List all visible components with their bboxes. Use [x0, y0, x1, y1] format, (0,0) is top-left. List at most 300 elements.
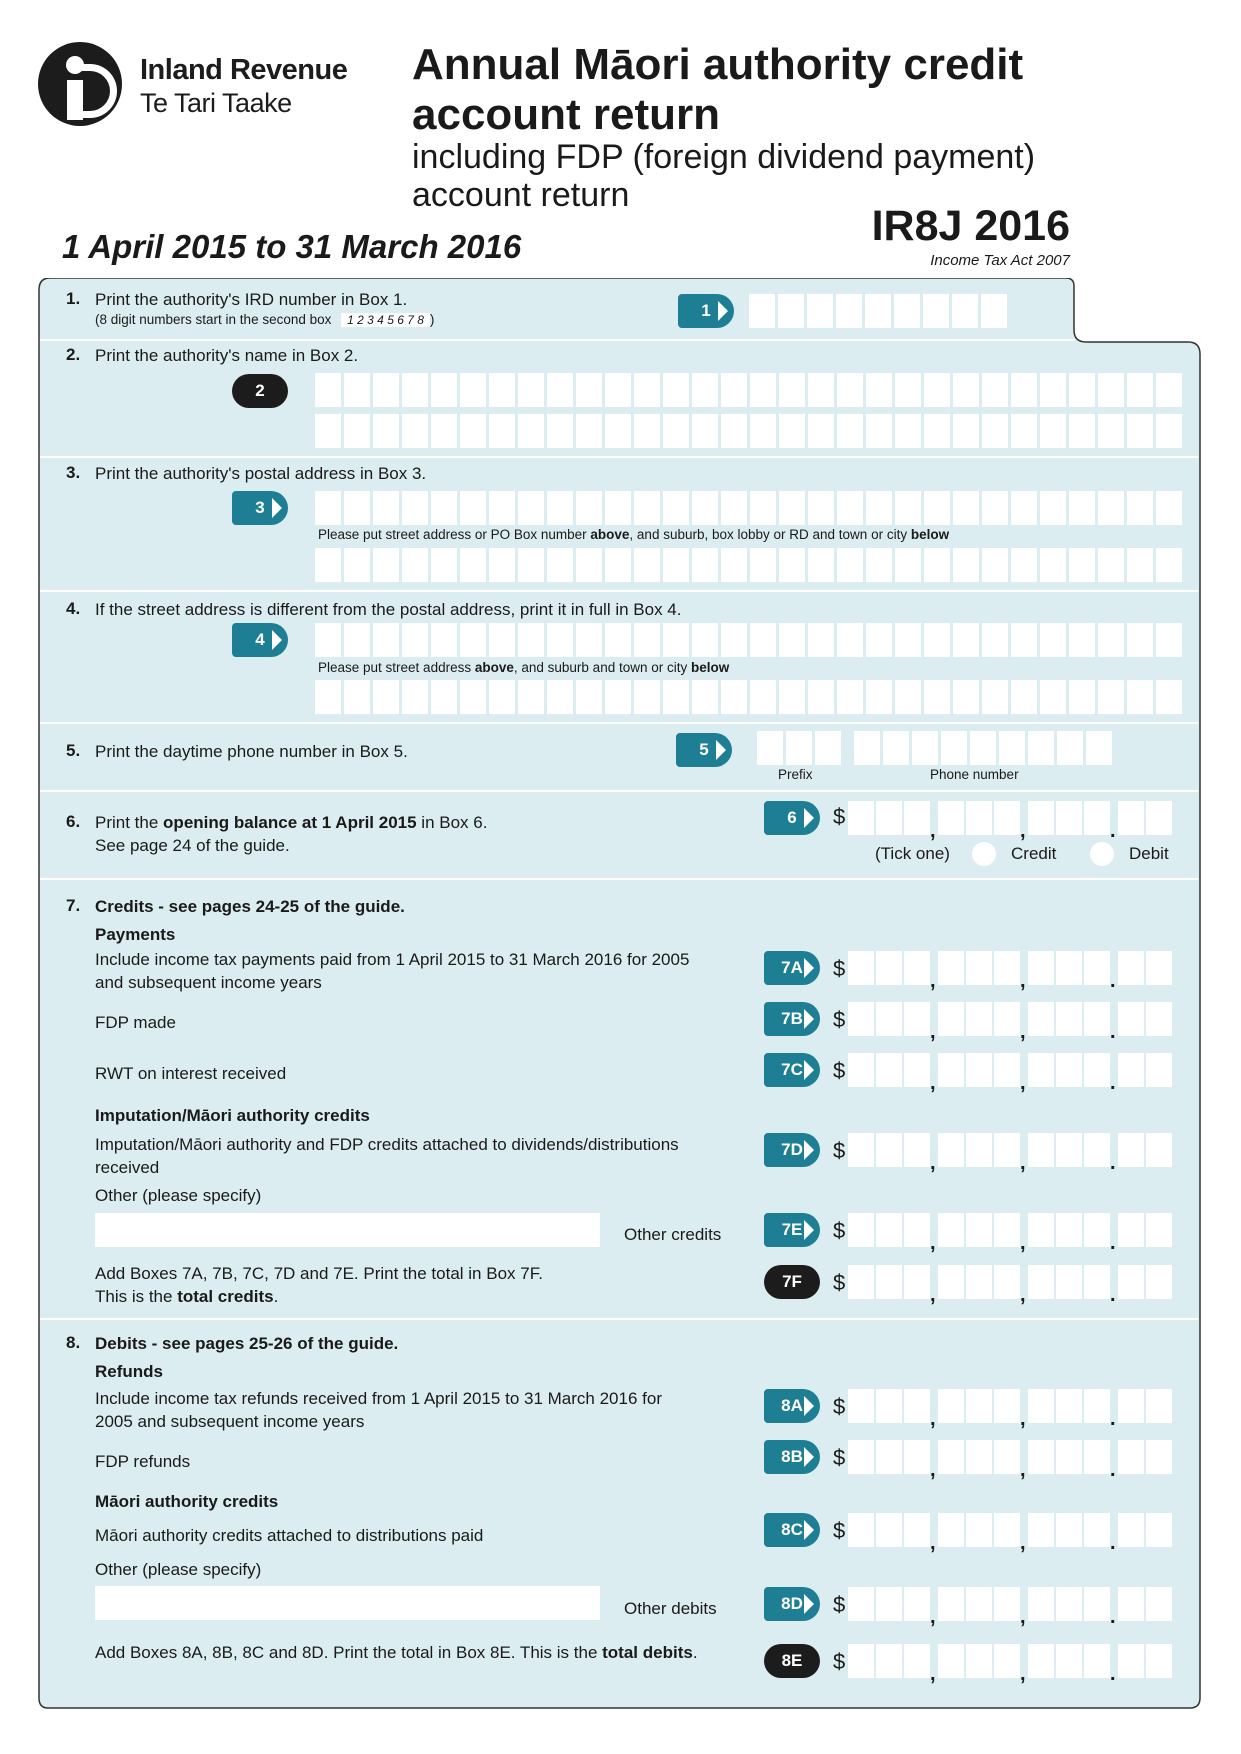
- postal-address-line-2[interactable]: [315, 548, 1182, 582]
- character-cell[interactable]: [1040, 680, 1066, 714]
- digit-cell[interactable]: [966, 1389, 992, 1423]
- character-cell[interactable]: [663, 623, 689, 657]
- character-cell[interactable]: [808, 548, 834, 582]
- box-7b-amount[interactable]: [848, 1002, 1174, 1043]
- digit-cell[interactable]: [938, 1644, 964, 1678]
- digit-cell[interactable]: [1028, 951, 1054, 985]
- character-cell[interactable]: [982, 491, 1008, 525]
- digit-cell[interactable]: [1118, 1389, 1144, 1423]
- character-cell[interactable]: [1011, 623, 1037, 657]
- character-cell[interactable]: [1069, 623, 1095, 657]
- character-cell[interactable]: [547, 491, 573, 525]
- character-cell[interactable]: [605, 623, 631, 657]
- digit-cell[interactable]: [966, 1213, 992, 1247]
- digit-cell[interactable]: [1118, 1587, 1144, 1621]
- digit-cell[interactable]: [904, 951, 930, 985]
- character-cell[interactable]: [721, 548, 747, 582]
- digit-cell[interactable]: [1084, 1389, 1110, 1423]
- digit-cell[interactable]: [848, 1587, 874, 1621]
- phone-number-field[interactable]: [854, 731, 1112, 765]
- character-cell[interactable]: [344, 491, 370, 525]
- digit-cell[interactable]: [938, 951, 964, 985]
- digit-cell[interactable]: [1084, 1440, 1110, 1474]
- character-cell[interactable]: [576, 373, 602, 407]
- character-cell[interactable]: [344, 680, 370, 714]
- character-cell[interactable]: [779, 623, 805, 657]
- character-cell[interactable]: [1011, 373, 1037, 407]
- character-cell[interactable]: [692, 623, 718, 657]
- character-cell[interactable]: [547, 373, 573, 407]
- character-cell[interactable]: [1011, 548, 1037, 582]
- character-cell[interactable]: [547, 623, 573, 657]
- character-cell[interactable]: [315, 623, 341, 657]
- character-cell[interactable]: [518, 548, 544, 582]
- character-cell[interactable]: [924, 373, 950, 407]
- digit-cell[interactable]: [1084, 1133, 1110, 1167]
- digit-cell[interactable]: [994, 1265, 1020, 1299]
- character-cell[interactable]: [605, 680, 631, 714]
- character-cell[interactable]: [866, 623, 892, 657]
- character-cell[interactable]: [1098, 491, 1124, 525]
- character-cell[interactable]: [431, 623, 457, 657]
- character-cell[interactable]: [547, 414, 573, 448]
- character-cell[interactable]: [460, 414, 486, 448]
- character-cell[interactable]: [402, 414, 428, 448]
- character-cell[interactable]: [460, 680, 486, 714]
- digit-cell[interactable]: [994, 1644, 1020, 1678]
- character-cell[interactable]: [663, 548, 689, 582]
- character-cell[interactable]: [663, 680, 689, 714]
- digit-cell[interactable]: [938, 801, 964, 835]
- box-8d-amount[interactable]: [848, 1587, 1174, 1628]
- digit-cell[interactable]: [904, 1002, 930, 1036]
- digit-cell[interactable]: [1028, 1644, 1054, 1678]
- character-cell[interactable]: [634, 491, 660, 525]
- digit-cell[interactable]: [966, 801, 992, 835]
- character-cell[interactable]: [344, 414, 370, 448]
- digit-cell[interactable]: [1146, 1002, 1172, 1036]
- digit-cell[interactable]: [1028, 1133, 1054, 1167]
- digit-cell[interactable]: [938, 1513, 964, 1547]
- digit-cell[interactable]: [876, 1002, 902, 1036]
- character-cell[interactable]: [1040, 414, 1066, 448]
- digit-cell[interactable]: [1084, 1002, 1110, 1036]
- digit-cell[interactable]: [876, 1389, 902, 1423]
- digit-cell[interactable]: [848, 1513, 874, 1547]
- digit-cell[interactable]: [848, 1644, 874, 1678]
- digit-cell[interactable]: [994, 1053, 1020, 1087]
- character-cell[interactable]: [953, 548, 979, 582]
- character-cell[interactable]: [866, 373, 892, 407]
- debit-radio[interactable]: [1090, 842, 1114, 866]
- character-cell[interactable]: [982, 623, 1008, 657]
- character-cell[interactable]: [1069, 548, 1095, 582]
- character-cell[interactable]: [692, 548, 718, 582]
- digit-cell[interactable]: [904, 1053, 930, 1087]
- digit-cell[interactable]: [848, 801, 874, 835]
- character-cell[interactable]: [750, 373, 776, 407]
- character-cell[interactable]: [953, 623, 979, 657]
- digit-cell[interactable]: [1118, 1213, 1144, 1247]
- character-cell[interactable]: [808, 414, 834, 448]
- character-cell[interactable]: [373, 491, 399, 525]
- digit-cell[interactable]: [848, 1002, 874, 1036]
- character-cell[interactable]: [1011, 414, 1037, 448]
- digit-cell[interactable]: [1056, 1133, 1082, 1167]
- digit-cell[interactable]: [1146, 1265, 1172, 1299]
- digit-cell[interactable]: [1084, 801, 1110, 835]
- authority-name-line-2[interactable]: [315, 414, 1182, 448]
- digit-cell[interactable]: [1028, 1053, 1054, 1087]
- character-cell[interactable]: [634, 680, 660, 714]
- character-cell[interactable]: [576, 491, 602, 525]
- digit-cell[interactable]: [1146, 1389, 1172, 1423]
- digit-cell[interactable]: [1056, 1644, 1082, 1678]
- character-cell[interactable]: [402, 548, 428, 582]
- digit-cell[interactable]: [1118, 1644, 1144, 1678]
- character-cell[interactable]: [750, 491, 776, 525]
- character-cell[interactable]: [576, 680, 602, 714]
- digit-cell[interactable]: [1084, 1265, 1110, 1299]
- character-cell[interactable]: [605, 491, 631, 525]
- character-cell[interactable]: [692, 414, 718, 448]
- digit-cell[interactable]: [966, 1440, 992, 1474]
- character-cell[interactable]: [837, 680, 863, 714]
- character-cell[interactable]: [953, 373, 979, 407]
- character-cell[interactable]: [460, 373, 486, 407]
- character-cell[interactable]: [1098, 373, 1124, 407]
- box-7d-amount[interactable]: [848, 1133, 1174, 1174]
- digit-cell[interactable]: [1084, 1053, 1110, 1087]
- digit-cell[interactable]: [1028, 1389, 1054, 1423]
- digit-cell[interactable]: [1084, 1587, 1110, 1621]
- character-cell[interactable]: [779, 680, 805, 714]
- credit-radio[interactable]: [972, 842, 996, 866]
- character-cell[interactable]: [344, 548, 370, 582]
- digit-cell[interactable]: [876, 1440, 902, 1474]
- digit-cell[interactable]: [938, 1053, 964, 1087]
- character-cell[interactable]: [518, 373, 544, 407]
- digit-cell[interactable]: [1084, 951, 1110, 985]
- digit-cell[interactable]: [1056, 1513, 1082, 1547]
- digit-cell[interactable]: [1056, 1389, 1082, 1423]
- character-cell[interactable]: [1040, 491, 1066, 525]
- character-cell[interactable]: [547, 680, 573, 714]
- box-7e-amount[interactable]: [848, 1213, 1174, 1254]
- character-cell[interactable]: [1069, 491, 1095, 525]
- digit-cell[interactable]: [904, 1133, 930, 1167]
- digit-cell[interactable]: [1146, 1587, 1172, 1621]
- box-8b-amount[interactable]: [848, 1440, 1174, 1481]
- digit-cell[interactable]: [1146, 1213, 1172, 1247]
- digit-cell[interactable]: [966, 1587, 992, 1621]
- character-cell[interactable]: [663, 373, 689, 407]
- character-cell[interactable]: [489, 680, 515, 714]
- character-cell[interactable]: [895, 373, 921, 407]
- digit-cell[interactable]: [876, 1133, 902, 1167]
- street-address-line-2[interactable]: [315, 680, 1182, 714]
- digit-cell[interactable]: [1118, 1513, 1144, 1547]
- character-cell[interactable]: [605, 414, 631, 448]
- character-cell[interactable]: [1156, 491, 1182, 525]
- digit-cell[interactable]: [966, 1002, 992, 1036]
- character-cell[interactable]: [402, 623, 428, 657]
- digit-cell[interactable]: [1028, 1265, 1054, 1299]
- character-cell[interactable]: [315, 414, 341, 448]
- digit-cell[interactable]: [848, 1213, 874, 1247]
- digit-cell[interactable]: [1028, 1440, 1054, 1474]
- digit-cell[interactable]: [1146, 951, 1172, 985]
- character-cell[interactable]: [315, 548, 341, 582]
- character-cell[interactable]: [750, 548, 776, 582]
- digit-cell[interactable]: [938, 1587, 964, 1621]
- character-cell[interactable]: [605, 373, 631, 407]
- digit-cell[interactable]: [994, 951, 1020, 985]
- character-cell[interactable]: [895, 414, 921, 448]
- character-cell[interactable]: [866, 680, 892, 714]
- character-cell[interactable]: [576, 623, 602, 657]
- character-cell[interactable]: [1069, 373, 1095, 407]
- digit-cell[interactable]: [876, 1587, 902, 1621]
- character-cell[interactable]: [721, 680, 747, 714]
- digit-cell[interactable]: [1056, 801, 1082, 835]
- digit-cell[interactable]: [848, 1133, 874, 1167]
- character-cell[interactable]: [663, 491, 689, 525]
- character-cell[interactable]: [924, 548, 950, 582]
- character-cell[interactable]: [837, 373, 863, 407]
- character-cell[interactable]: [808, 491, 834, 525]
- character-cell[interactable]: [1069, 414, 1095, 448]
- character-cell[interactable]: [1098, 548, 1124, 582]
- digit-cell[interactable]: [1118, 1002, 1144, 1036]
- character-cell[interactable]: [1040, 623, 1066, 657]
- character-cell[interactable]: [779, 548, 805, 582]
- character-cell[interactable]: [431, 414, 457, 448]
- character-cell[interactable]: [866, 491, 892, 525]
- character-cell[interactable]: [1098, 680, 1124, 714]
- character-cell[interactable]: [837, 491, 863, 525]
- character-cell[interactable]: [634, 414, 660, 448]
- character-cell[interactable]: [866, 548, 892, 582]
- character-cell[interactable]: [576, 548, 602, 582]
- digit-cell[interactable]: [1118, 1053, 1144, 1087]
- character-cell[interactable]: [953, 680, 979, 714]
- character-cell[interactable]: [1011, 680, 1037, 714]
- character-cell[interactable]: [808, 623, 834, 657]
- character-cell[interactable]: [1156, 680, 1182, 714]
- digit-cell[interactable]: [994, 801, 1020, 835]
- character-cell[interactable]: [460, 548, 486, 582]
- digit-cell[interactable]: [1056, 1587, 1082, 1621]
- box-7f-amount[interactable]: [848, 1265, 1174, 1306]
- digit-cell[interactable]: [938, 1213, 964, 1247]
- character-cell[interactable]: [953, 491, 979, 525]
- character-cell[interactable]: [518, 680, 544, 714]
- digit-cell[interactable]: [876, 801, 902, 835]
- character-cell[interactable]: [373, 623, 399, 657]
- character-cell[interactable]: [866, 414, 892, 448]
- character-cell[interactable]: [1127, 491, 1153, 525]
- character-cell[interactable]: [1127, 548, 1153, 582]
- digit-cell[interactable]: [994, 1513, 1020, 1547]
- character-cell[interactable]: [373, 548, 399, 582]
- digit-cell[interactable]: [1146, 1513, 1172, 1547]
- character-cell[interactable]: [431, 373, 457, 407]
- character-cell[interactable]: [460, 623, 486, 657]
- character-cell[interactable]: [1127, 414, 1153, 448]
- character-cell[interactable]: [1127, 680, 1153, 714]
- digit-cell[interactable]: [1084, 1644, 1110, 1678]
- digit-cell[interactable]: [994, 1213, 1020, 1247]
- character-cell[interactable]: [1156, 414, 1182, 448]
- character-cell[interactable]: [402, 680, 428, 714]
- character-cell[interactable]: [489, 373, 515, 407]
- character-cell[interactable]: [315, 373, 341, 407]
- character-cell[interactable]: [489, 414, 515, 448]
- character-cell[interactable]: [518, 623, 544, 657]
- character-cell[interactable]: [547, 548, 573, 582]
- character-cell[interactable]: [982, 548, 1008, 582]
- digit-cell[interactable]: [904, 1389, 930, 1423]
- digit-cell[interactable]: [1084, 1213, 1110, 1247]
- character-cell[interactable]: [779, 373, 805, 407]
- character-cell[interactable]: [808, 680, 834, 714]
- character-cell[interactable]: [837, 623, 863, 657]
- box-8e-amount[interactable]: [848, 1644, 1174, 1685]
- character-cell[interactable]: [808, 373, 834, 407]
- character-cell[interactable]: [982, 414, 1008, 448]
- character-cell[interactable]: [315, 491, 341, 525]
- digit-cell[interactable]: [1118, 801, 1144, 835]
- character-cell[interactable]: [1098, 623, 1124, 657]
- character-cell[interactable]: [315, 680, 341, 714]
- digit-cell[interactable]: [848, 1053, 874, 1087]
- box-7a-amount[interactable]: [848, 951, 1174, 992]
- digit-cell[interactable]: [1146, 1644, 1172, 1678]
- character-cell[interactable]: [692, 373, 718, 407]
- digit-cell[interactable]: [994, 1587, 1020, 1621]
- other-credits-specify-field[interactable]: [95, 1213, 600, 1247]
- box-8c-amount[interactable]: [848, 1513, 1174, 1554]
- character-cell[interactable]: [1156, 623, 1182, 657]
- character-cell[interactable]: [634, 373, 660, 407]
- character-cell[interactable]: [431, 680, 457, 714]
- phone-prefix-field[interactable]: [757, 731, 841, 765]
- character-cell[interactable]: [373, 373, 399, 407]
- digit-cell[interactable]: [938, 1265, 964, 1299]
- digit-cell[interactable]: [848, 951, 874, 985]
- character-cell[interactable]: [721, 623, 747, 657]
- digit-cell[interactable]: [1146, 1133, 1172, 1167]
- character-cell[interactable]: [431, 548, 457, 582]
- character-cell[interactable]: [895, 623, 921, 657]
- character-cell[interactable]: [779, 414, 805, 448]
- character-cell[interactable]: [1127, 623, 1153, 657]
- ird-number-field[interactable]: [749, 294, 1007, 328]
- digit-cell[interactable]: [966, 1265, 992, 1299]
- digit-cell[interactable]: [966, 951, 992, 985]
- digit-cell[interactable]: [876, 1213, 902, 1247]
- character-cell[interactable]: [895, 680, 921, 714]
- character-cell[interactable]: [344, 373, 370, 407]
- character-cell[interactable]: [489, 491, 515, 525]
- digit-cell[interactable]: [1146, 1440, 1172, 1474]
- character-cell[interactable]: [518, 414, 544, 448]
- digit-cell[interactable]: [966, 1644, 992, 1678]
- character-cell[interactable]: [489, 548, 515, 582]
- digit-cell[interactable]: [848, 1265, 874, 1299]
- character-cell[interactable]: [402, 491, 428, 525]
- character-cell[interactable]: [750, 623, 776, 657]
- digit-cell[interactable]: [938, 1389, 964, 1423]
- character-cell[interactable]: [982, 373, 1008, 407]
- character-cell[interactable]: [779, 491, 805, 525]
- digit-cell[interactable]: [1084, 1513, 1110, 1547]
- character-cell[interactable]: [895, 491, 921, 525]
- character-cell[interactable]: [431, 491, 457, 525]
- digit-cell[interactable]: [966, 1133, 992, 1167]
- digit-cell[interactable]: [938, 1002, 964, 1036]
- character-cell[interactable]: [982, 680, 1008, 714]
- character-cell[interactable]: [924, 414, 950, 448]
- digit-cell[interactable]: [1028, 1002, 1054, 1036]
- box-8a-amount[interactable]: [848, 1389, 1174, 1430]
- digit-cell[interactable]: [1118, 951, 1144, 985]
- digit-cell[interactable]: [938, 1133, 964, 1167]
- character-cell[interactable]: [924, 491, 950, 525]
- digit-cell[interactable]: [876, 1265, 902, 1299]
- character-cell[interactable]: [634, 623, 660, 657]
- digit-cell[interactable]: [966, 1513, 992, 1547]
- digit-cell[interactable]: [1146, 1053, 1172, 1087]
- character-cell[interactable]: [1156, 373, 1182, 407]
- character-cell[interactable]: [373, 414, 399, 448]
- authority-name-line-1[interactable]: [315, 373, 1182, 407]
- postal-address-line-1[interactable]: [315, 491, 1182, 525]
- digit-cell[interactable]: [1028, 1587, 1054, 1621]
- digit-cell[interactable]: [1056, 1265, 1082, 1299]
- digit-cell[interactable]: [966, 1053, 992, 1087]
- character-cell[interactable]: [489, 623, 515, 657]
- street-address-line-1[interactable]: [315, 623, 1182, 657]
- digit-cell[interactable]: [1146, 801, 1172, 835]
- character-cell[interactable]: [605, 548, 631, 582]
- character-cell[interactable]: [692, 680, 718, 714]
- character-cell[interactable]: [402, 373, 428, 407]
- digit-cell[interactable]: [876, 951, 902, 985]
- character-cell[interactable]: [373, 680, 399, 714]
- box-7c-amount[interactable]: [848, 1053, 1174, 1094]
- digit-cell[interactable]: [904, 801, 930, 835]
- character-cell[interactable]: [750, 680, 776, 714]
- character-cell[interactable]: [1011, 491, 1037, 525]
- digit-cell[interactable]: [1056, 951, 1082, 985]
- digit-cell[interactable]: [1118, 1265, 1144, 1299]
- digit-cell[interactable]: [1056, 1002, 1082, 1036]
- digit-cell[interactable]: [876, 1644, 902, 1678]
- character-cell[interactable]: [924, 623, 950, 657]
- digit-cell[interactable]: [994, 1440, 1020, 1474]
- digit-cell[interactable]: [1028, 801, 1054, 835]
- character-cell[interactable]: [1069, 680, 1095, 714]
- digit-cell[interactable]: [1118, 1133, 1144, 1167]
- character-cell[interactable]: [1156, 548, 1182, 582]
- digit-cell[interactable]: [848, 1440, 874, 1474]
- character-cell[interactable]: [721, 491, 747, 525]
- character-cell[interactable]: [1040, 373, 1066, 407]
- character-cell[interactable]: [1127, 373, 1153, 407]
- character-cell[interactable]: [837, 548, 863, 582]
